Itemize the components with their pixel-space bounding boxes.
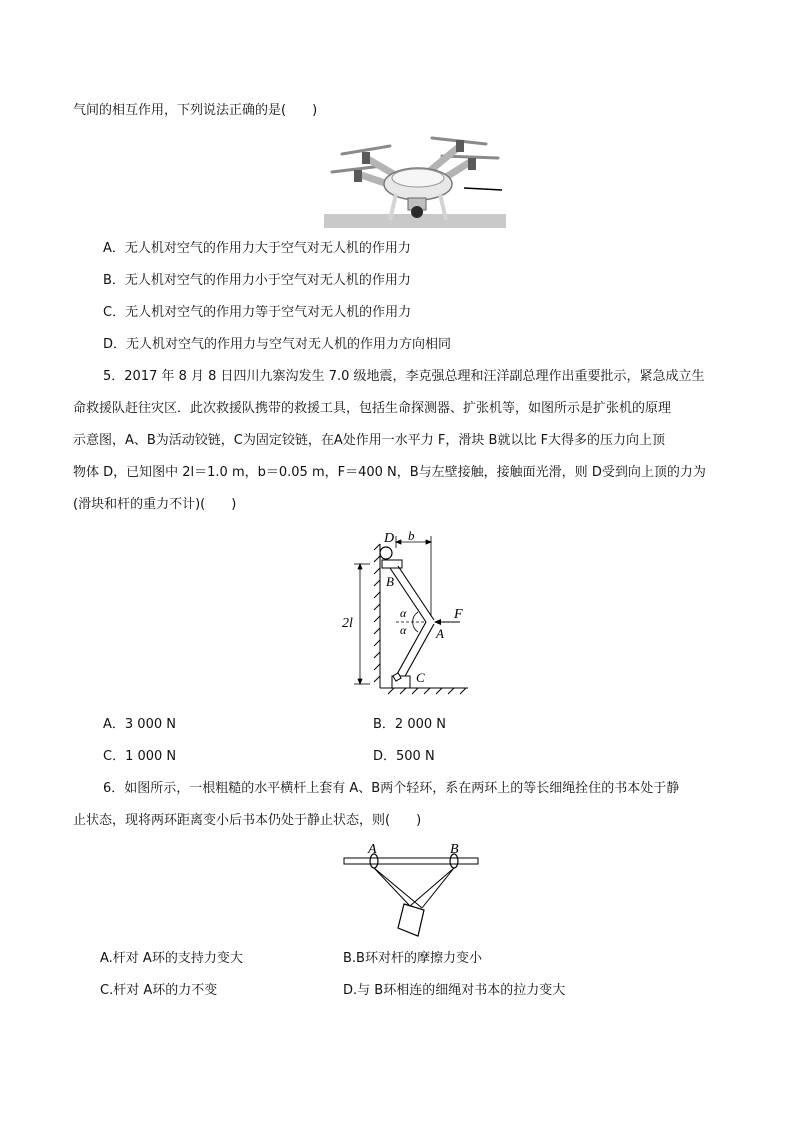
- q6-stem-line-2: 止状态，现将两环距离变小后书本仍处于静止状态，则( ): [73, 813, 422, 828]
- label-alpha-bottom: α: [400, 623, 407, 637]
- label-alpha-top: α: [400, 606, 407, 620]
- rod-rings-book-diagram: [342, 840, 482, 940]
- label-ring-a: A: [368, 842, 377, 857]
- q5-stem-line-4: 物体 D，已知图中 2l＝1.0 m，b＝0.05 m，F＝400 N，B与左壁接触，接触面光滑，则 D受到向上顶的力为: [73, 465, 706, 480]
- q5-option-c: C．1 000 N: [103, 749, 177, 764]
- q6-figure: [342, 840, 482, 940]
- q5-option-b: B．2 000 N: [373, 717, 446, 732]
- q6-option-c: C.杆对 A环的力不变: [100, 983, 218, 998]
- q5-stem-line-2: 命救援队赶往灾区．此次救援队携带的救援工具，包括生命探测器、扩张机等，如图所示是扩张机的原理: [73, 401, 672, 416]
- drone-photo: [324, 128, 506, 228]
- q5-figure: [340, 526, 480, 696]
- label-a: A: [436, 626, 444, 641]
- q4-stem-tail: 气间的相互作用，下列说法正确的是( ): [73, 103, 318, 118]
- label-c: C: [416, 670, 425, 685]
- q5-stem-line-3: 示意图，A、B为活动铰链，C为固定铰链，在A处作用一水平力 F，滑块 B就以比 F大得多的压力向上顶: [73, 433, 666, 448]
- label-b-slider: B: [386, 574, 394, 589]
- expander-diagram: [340, 526, 480, 696]
- q6-option-b: B.B环对杆的摩擦力变小: [343, 951, 482, 966]
- drone-image: [324, 128, 506, 228]
- q6-option-a: A.杆对 A环的支持力变大: [100, 951, 243, 966]
- label-b-dimension: b: [408, 528, 415, 543]
- q5-option-a: A．3 000 N: [103, 717, 176, 732]
- q5-stem-line-5: (滑块和杆的重力不计)( ): [73, 497, 237, 512]
- q4-option-d: D．无人机对空气的作用力与空气对无人机的作用力方向相同: [103, 337, 452, 352]
- label-2l: 2l: [342, 616, 353, 631]
- q6-stem-line-1: 6．如图所示，一根粗糙的水平横杆上套有 A、B两个轻环，系在两环上的等长细绳拴住的书本处于静: [103, 781, 680, 796]
- q4-option-a: A．无人机对空气的作用力大于空气对无人机的作用力: [103, 241, 411, 256]
- q6-option-d: D.与 B环相连的细绳对书本的拉力变大: [343, 983, 566, 998]
- q4-option-b: B．无人机对空气的作用力小于空气对无人机的作用力: [103, 273, 411, 288]
- label-ring-b: B: [450, 842, 459, 857]
- q4-option-c: C．无人机对空气的作用力等于空气对无人机的作用力: [103, 305, 412, 320]
- label-d: D: [384, 531, 395, 546]
- label-f: F: [454, 607, 463, 622]
- q5-stem-line-1: 5．2017 年 8 月 8 日四川九寨沟发生 7.0 级地震，李克强总理和汪洋副总理作出重要批示，紧急成立生: [103, 369, 705, 384]
- q5-option-d: D．500 N: [373, 749, 435, 764]
